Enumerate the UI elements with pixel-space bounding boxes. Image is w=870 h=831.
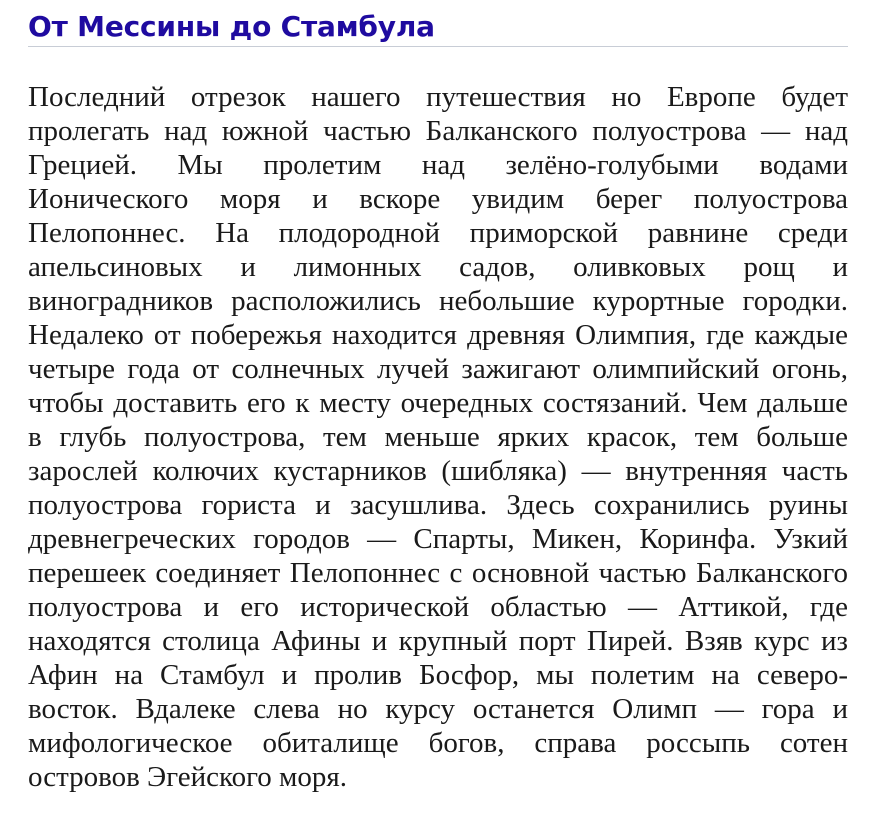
- article: [28, 0, 848, 794]
- article-paragraph: Последний отрезок нашего путешествия но Европе будет пролегать над южной частью Балканского полуострова — над Грецией. Мы пролетим над зелёно-голубыми водами Ионического моря и вскоре увидим берег полуострова Пелопоннес. На плодородной приморской равнине среди апельсиновых и лимонных садов, оливковых рощ и виноградников расположились небольшие курортные городки. Недалеко от побережья находится древняя Олимпия, где каждые четыре года от солнечных лучей зажигают олимпийский огонь, чтобы доставить его к месту очередных состязаний. Чем дальше в глубь полуострова, тем меньше ярких красок, тем больше зарослей колючих кустарников (шибляка) — внутренняя часть полуострова гориста и засушлива. Здесь сохранились руины древнегреческих городов — Спарты, Микен, Коринфа. Узкий перешеек соединяет Пелопоннес с основной частью Балканского полуострова и его исторической областью — Аттикой, где находятся столица Афины и крупный порт Пирей. Взяв курс из Афин на Стамбул и пролив Босфор, мы полетим на северо-восток. Вдалеке слева но курсу останется Олимп — гора и мифологическое обиталище богов, справа россыпь сотен островов Эгейского моря.: [28, 81, 848, 793]
- page-title: От Мессины до Стамбула: [28, 0, 848, 47]
